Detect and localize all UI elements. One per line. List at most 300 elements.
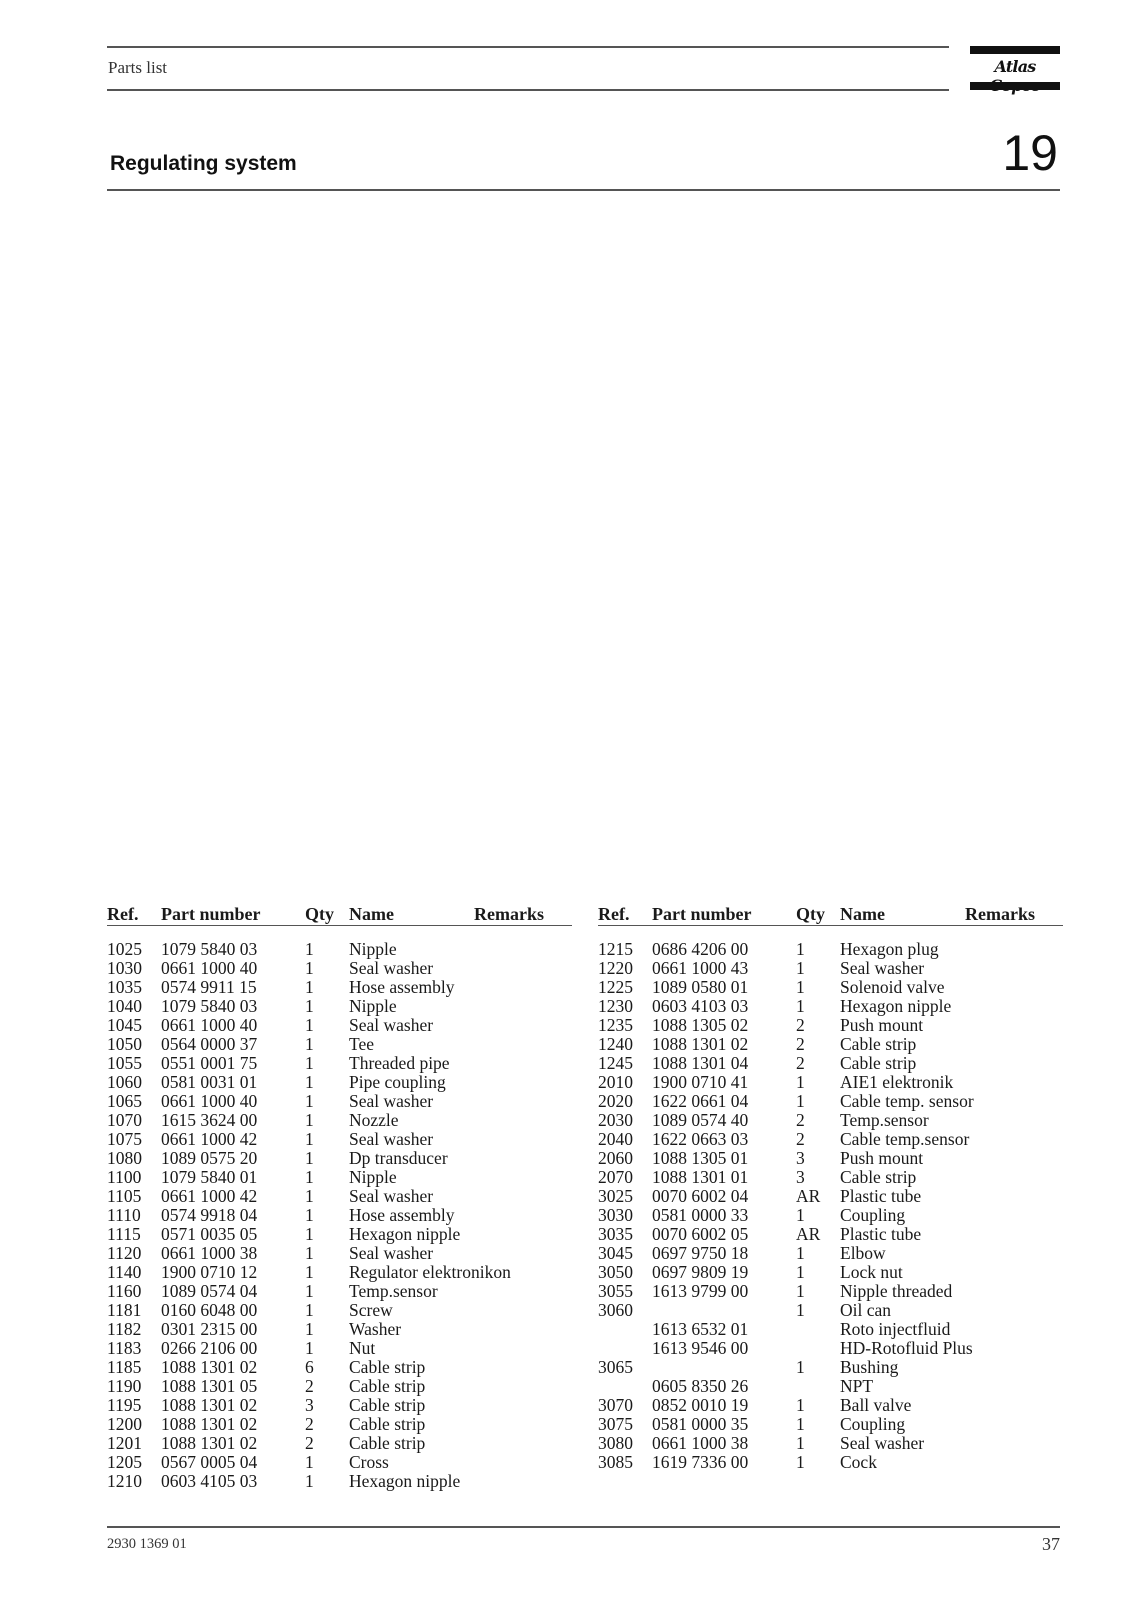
parts-table-header <box>107 903 572 926</box>
remarks-cell <box>474 1453 572 1472</box>
table-row <box>598 1054 1063 1073</box>
ref-cell <box>598 1320 652 1339</box>
table-row <box>107 978 572 997</box>
table-row <box>107 1092 572 1111</box>
table-row <box>598 1320 1063 1339</box>
table-row <box>107 1377 572 1396</box>
table-row <box>107 1168 572 1187</box>
table-row <box>598 1301 1063 1320</box>
remarks-cell <box>965 1339 1063 1358</box>
name-cell: Cable temp. sensor <box>840 1091 974 1111</box>
ref-cell: 1235 <box>598 1015 633 1035</box>
name-cell: Plastic tube <box>840 1186 922 1206</box>
table-row <box>598 1282 1063 1301</box>
part-number-cell: 1089 0575 20 <box>161 1148 258 1168</box>
ref-cell: 1035 <box>107 977 142 997</box>
parts-table-left <box>107 903 572 1491</box>
name-cell: Nipple <box>349 1167 397 1187</box>
qty-cell <box>796 1377 840 1396</box>
table-row <box>107 1187 572 1206</box>
name-cell: Nipple <box>349 996 397 1016</box>
qty-cell: 1 <box>305 996 314 1016</box>
part-number-cell: 0070 6002 05 <box>652 1224 749 1244</box>
name-cell: Cock <box>840 1452 877 1472</box>
remarks-cell <box>474 1320 572 1339</box>
qty-cell: 1 <box>305 1186 314 1206</box>
table-row <box>107 1434 572 1453</box>
qty-cell: AR <box>796 1186 821 1206</box>
table-row <box>598 1092 1063 1111</box>
remarks-cell <box>474 1472 572 1491</box>
footer-document-number: 2930 1369 01 <box>107 1536 187 1552</box>
remarks-cell <box>474 1149 572 1168</box>
name-cell: Hose assembly <box>349 977 455 997</box>
qty-cell: 1 <box>305 1091 314 1111</box>
footer-page-number: 37 <box>1042 1534 1060 1554</box>
name-cell: Nozzle <box>349 1110 399 1130</box>
remarks-cell <box>474 1130 572 1149</box>
ref-cell: 3075 <box>598 1414 633 1434</box>
ref-cell: 1040 <box>107 996 142 1016</box>
part-number-cell: 1622 0661 04 <box>652 1091 749 1111</box>
part-number-cell: 0605 8350 26 <box>652 1376 749 1396</box>
name-cell: Cable strip <box>840 1034 917 1054</box>
part-number-cell: 1088 1301 02 <box>161 1395 258 1415</box>
remarks-cell <box>965 940 1063 959</box>
remarks-cell <box>474 997 572 1016</box>
section-title-rule <box>107 189 1060 191</box>
ref-cell: 1110 <box>107 1205 141 1225</box>
remarks-cell <box>965 1187 1063 1206</box>
ref-cell: 1190 <box>107 1376 142 1396</box>
qty-column-header: Qty <box>305 903 349 926</box>
ref-cell: 1025 <box>107 939 142 959</box>
table-row <box>598 997 1063 1016</box>
name-cell: Pipe coupling <box>349 1072 446 1092</box>
name-cell: Screw <box>349 1300 393 1320</box>
name-column-header: Name <box>349 903 474 926</box>
table-row <box>107 1149 572 1168</box>
name-cell: Solenoid valve <box>840 977 945 997</box>
ref-cell: 3085 <box>598 1452 633 1472</box>
remarks-cell <box>965 959 1063 978</box>
part-number-cell: 1088 1305 02 <box>652 1015 749 1035</box>
qty-cell: 1 <box>305 939 314 959</box>
name-cell: Washer <box>349 1319 402 1339</box>
remarks-cell <box>474 1358 572 1377</box>
part-number-cell: 0661 1000 42 <box>161 1129 258 1149</box>
name-cell: Coupling <box>840 1414 906 1434</box>
qty-cell: 1 <box>305 1034 314 1054</box>
part-number-cell: 0661 1000 40 <box>161 1015 258 1035</box>
name-cell: Ball valve <box>840 1395 912 1415</box>
name-cell: Nipple threaded <box>840 1281 953 1301</box>
ref-cell: 1075 <box>107 1129 142 1149</box>
qty-cell: 1 <box>305 1072 314 1092</box>
part-number-cell: 1088 1305 01 <box>652 1148 749 1168</box>
part-number-cell: 1088 1301 04 <box>652 1053 749 1073</box>
qty-cell: 1 <box>796 977 805 997</box>
remarks-cell <box>474 940 572 959</box>
ref-cell: 2060 <box>598 1148 633 1168</box>
table-row <box>107 1282 572 1301</box>
name-cell: Seal washer <box>349 1243 434 1263</box>
qty-cell: 1 <box>305 1110 314 1130</box>
remarks-cell <box>965 1263 1063 1282</box>
name-cell: Lock nut <box>840 1262 903 1282</box>
table-row <box>598 1035 1063 1054</box>
ref-cell: 3065 <box>598 1357 633 1377</box>
qty-cell: 1 <box>305 977 314 997</box>
qty-cell: 1 <box>796 1452 805 1472</box>
qty-cell: 1 <box>796 996 805 1016</box>
ref-cell: 1065 <box>107 1091 142 1111</box>
name-cell: Seal washer <box>349 1129 434 1149</box>
part-number-cell: 1089 0574 40 <box>652 1110 749 1130</box>
name-cell: NPT <box>840 1376 874 1396</box>
qty-cell: 1 <box>796 1300 805 1320</box>
part-number-cell: 0686 4206 00 <box>652 939 749 959</box>
ref-cell: 1201 <box>107 1433 142 1453</box>
qty-cell: 1 <box>305 1300 314 1320</box>
ref-cell: 1220 <box>598 958 633 978</box>
table-row <box>107 1415 572 1434</box>
footer-rule <box>107 1526 1060 1528</box>
name-cell: HD-Rotofluid Plus <box>840 1338 973 1358</box>
ref-cell: 2040 <box>598 1129 633 1149</box>
header-bottom-rule <box>107 89 949 91</box>
table-row <box>107 1035 572 1054</box>
ref-cell: 1160 <box>107 1281 142 1301</box>
name-cell: Tee <box>349 1034 375 1054</box>
part-number-cell: 1613 9799 00 <box>652 1281 749 1301</box>
part-number-cell: 1079 5840 03 <box>161 939 258 959</box>
part-number-cell: 0571 0035 05 <box>161 1224 258 1244</box>
part-number-cell: 0567 0005 04 <box>161 1452 258 1472</box>
ref-cell: 1140 <box>107 1262 142 1282</box>
remarks-cell <box>474 1301 572 1320</box>
name-cell: Seal washer <box>840 1433 925 1453</box>
table-row <box>107 1225 572 1244</box>
remarks-cell <box>474 1206 572 1225</box>
qty-cell: 1 <box>305 1262 314 1282</box>
part-number-cell <box>652 1358 796 1377</box>
remarks-cell <box>965 1054 1063 1073</box>
table-row <box>598 1016 1063 1035</box>
remarks-cell <box>965 1130 1063 1149</box>
table-row <box>107 1206 572 1225</box>
table-row <box>107 1073 572 1092</box>
part-number-cell: 1088 1301 02 <box>161 1357 258 1377</box>
ref-cell: 1245 <box>598 1053 633 1073</box>
part-number-cell: 0661 1000 40 <box>161 1091 258 1111</box>
qty-cell: 2 <box>305 1414 314 1434</box>
name-cell: Hexagon nipple <box>349 1471 461 1491</box>
remarks-column-header: Remarks <box>965 903 1063 926</box>
qty-cell: 2 <box>796 1110 805 1130</box>
part-number-cell: 1900 0710 41 <box>652 1072 749 1092</box>
qty-cell: 1 <box>305 1148 314 1168</box>
ref-cell: 1050 <box>107 1034 142 1054</box>
header-top-rule <box>107 46 949 48</box>
name-cell: Coupling <box>840 1205 906 1225</box>
table-row <box>598 1168 1063 1187</box>
remarks-cell <box>474 1073 572 1092</box>
name-cell: Cable strip <box>840 1167 917 1187</box>
ref-cell: 1030 <box>107 958 142 978</box>
ref-cell: 1182 <box>107 1319 142 1339</box>
name-cell: Cable strip <box>349 1433 426 1453</box>
remarks-cell <box>965 1225 1063 1244</box>
remarks-cell <box>965 1377 1063 1396</box>
name-cell: Threaded pipe <box>349 1053 450 1073</box>
ref-cell: 1185 <box>107 1357 142 1377</box>
parts-table-header <box>598 903 1063 926</box>
name-cell: Regulator elektronikon <box>349 1262 511 1282</box>
ref-cell: 3055 <box>598 1281 633 1301</box>
name-cell: Oil can <box>840 1300 892 1320</box>
name-cell: Nut <box>349 1338 376 1358</box>
remarks-cell <box>965 1415 1063 1434</box>
remarks-cell <box>965 1434 1063 1453</box>
part-number-cell: 0852 0010 19 <box>652 1395 749 1415</box>
table-row <box>598 1149 1063 1168</box>
name-cell: Hexagon plug <box>840 939 939 959</box>
name-cell: Hexagon nipple <box>349 1224 461 1244</box>
name-cell: Cable temp.sensor <box>840 1129 970 1149</box>
part-number-cell: 1088 1301 02 <box>161 1414 258 1434</box>
table-row <box>107 1244 572 1263</box>
table-row <box>598 1396 1063 1415</box>
table-row <box>598 1111 1063 1130</box>
table-row <box>107 1054 572 1073</box>
name-cell: Cable strip <box>840 1053 917 1073</box>
remarks-cell <box>965 1035 1063 1054</box>
qty-cell: 1 <box>796 1262 805 1282</box>
name-cell: Push mount <box>840 1148 924 1168</box>
qty-cell: 1 <box>796 1395 805 1415</box>
remarks-cell <box>965 1111 1063 1130</box>
remarks-cell <box>965 1453 1063 1472</box>
remarks-cell <box>474 1282 572 1301</box>
table-row <box>107 997 572 1016</box>
name-cell: Seal washer <box>349 1091 434 1111</box>
qty-cell: 1 <box>796 939 805 959</box>
qty-cell: 1 <box>305 1205 314 1225</box>
name-cell: Cable strip <box>349 1357 426 1377</box>
ref-cell: 1230 <box>598 996 633 1016</box>
qty-cell: 1 <box>305 1167 314 1187</box>
ref-cell: 3035 <box>598 1224 633 1244</box>
part-number-cell: 1619 7336 00 <box>652 1452 749 1472</box>
name-cell: Temp.sensor <box>349 1281 438 1301</box>
ref-cell: 3050 <box>598 1262 633 1282</box>
qty-column-header: Qty <box>796 903 840 926</box>
remarks-cell <box>965 978 1063 997</box>
qty-cell: 1 <box>796 958 805 978</box>
ref-cell: 1120 <box>107 1243 142 1263</box>
ref-cell: 3025 <box>598 1186 633 1206</box>
remarks-cell <box>965 1282 1063 1301</box>
ref-cell: 1105 <box>107 1186 142 1206</box>
ref-cell: 2070 <box>598 1167 633 1187</box>
remarks-cell <box>474 1111 572 1130</box>
qty-cell: 1 <box>796 1433 805 1453</box>
remarks-cell <box>474 978 572 997</box>
qty-cell: 1 <box>796 1072 805 1092</box>
part-number-cell: 0551 0001 75 <box>161 1053 258 1073</box>
qty-cell: 2 <box>305 1376 314 1396</box>
remarks-cell <box>474 1016 572 1035</box>
name-cell: Bushing <box>840 1357 899 1377</box>
part-number-cell: 0697 9750 18 <box>652 1243 749 1263</box>
ref-cell: 1240 <box>598 1034 633 1054</box>
part-number-cell: 1622 0663 03 <box>652 1129 749 1149</box>
part-number-cell <box>652 1301 796 1320</box>
name-cell: Cross <box>349 1452 389 1472</box>
part-number-cell: 0661 1000 38 <box>652 1433 749 1453</box>
part-number-cell: 1089 0580 01 <box>652 977 749 997</box>
name-cell: Nipple <box>349 939 397 959</box>
remarks-cell <box>474 1415 572 1434</box>
qty-cell: 2 <box>796 1034 805 1054</box>
part-number-cell: 0661 1000 38 <box>161 1243 258 1263</box>
table-row <box>107 940 572 959</box>
part-number-cell: 0581 0031 01 <box>161 1072 258 1092</box>
ref-cell: 1205 <box>107 1452 142 1472</box>
qty-cell: 1 <box>796 1205 805 1225</box>
remarks-cell <box>474 1092 572 1111</box>
ref-cell: 2020 <box>598 1091 633 1111</box>
part-number-cell: 0661 1000 43 <box>652 958 749 978</box>
name-cell: Hose assembly <box>349 1205 455 1225</box>
ref-cell: 1070 <box>107 1110 142 1130</box>
qty-cell: 1 <box>305 1243 314 1263</box>
ref-cell: 1215 <box>598 939 633 959</box>
qty-cell: 1 <box>305 1015 314 1035</box>
table-row <box>107 1358 572 1377</box>
ref-cell: 3070 <box>598 1395 633 1415</box>
remarks-cell <box>474 1168 572 1187</box>
ref-cell <box>598 1339 652 1358</box>
section-title: Regulating system <box>110 152 297 175</box>
logo-bottom-bar <box>970 82 1060 90</box>
name-cell: Elbow <box>840 1243 886 1263</box>
table-row <box>107 1339 572 1358</box>
ref-cell: 3030 <box>598 1205 633 1225</box>
table-spacer-row <box>598 926 1063 941</box>
qty-cell: 2 <box>796 1129 805 1149</box>
table-row <box>598 1339 1063 1358</box>
remarks-cell <box>965 1092 1063 1111</box>
qty-cell: 1 <box>305 958 314 978</box>
table-row <box>107 1472 572 1491</box>
part-number-cell: 0581 0000 33 <box>652 1205 749 1225</box>
part-number-cell: 1613 9546 00 <box>652 1338 749 1358</box>
qty-cell: 2 <box>305 1433 314 1453</box>
logo-top-bar <box>970 46 1060 54</box>
ref-cell: 3045 <box>598 1243 633 1263</box>
name-cell: Seal washer <box>349 1186 434 1206</box>
table-row <box>107 1263 572 1282</box>
table-row <box>107 1130 572 1149</box>
table-row <box>107 959 572 978</box>
table-row <box>598 1453 1063 1472</box>
ref-cell: 1181 <box>107 1300 142 1320</box>
qty-cell: 1 <box>305 1452 314 1472</box>
part-number-cell: 0581 0000 35 <box>652 1414 749 1434</box>
ref-cell: 1183 <box>107 1338 142 1358</box>
name-column-header: Name <box>840 903 965 926</box>
part-number-cell: 0603 4105 03 <box>161 1471 258 1491</box>
part-number-cell: 1079 5840 01 <box>161 1167 258 1187</box>
ref-cell <box>598 1377 652 1396</box>
qty-cell: 3 <box>305 1395 314 1415</box>
part-number-cell: 1089 0574 04 <box>161 1281 258 1301</box>
name-cell: Cable strip <box>349 1395 426 1415</box>
name-cell: Cable strip <box>349 1414 426 1434</box>
remarks-cell <box>965 1206 1063 1225</box>
part-number-cell: 0574 9918 04 <box>161 1205 258 1225</box>
name-cell: Seal washer <box>349 1015 434 1035</box>
table-row <box>598 1187 1063 1206</box>
ref-cell: 3080 <box>598 1433 633 1453</box>
remarks-cell <box>474 1339 572 1358</box>
ref-cell: 1210 <box>107 1471 142 1491</box>
table-row <box>598 1434 1063 1453</box>
remarks-cell <box>965 1320 1063 1339</box>
part-number-cell: 1615 3624 00 <box>161 1110 258 1130</box>
table-row <box>598 1073 1063 1092</box>
remarks-cell <box>965 1149 1063 1168</box>
name-cell: AIE1 elektronik <box>840 1072 954 1092</box>
name-cell: Dp transducer <box>349 1148 448 1168</box>
table-row <box>598 959 1063 978</box>
ref-cell: 1055 <box>107 1053 142 1073</box>
ref-cell: 1115 <box>107 1224 141 1244</box>
remarks-cell <box>965 1016 1063 1035</box>
name-cell: Seal washer <box>349 958 434 978</box>
name-cell: Push mount <box>840 1015 924 1035</box>
part-number-cell: 1088 1301 01 <box>652 1167 749 1187</box>
remarks-cell <box>474 1434 572 1453</box>
name-cell: Roto injectfluid <box>840 1319 951 1339</box>
qty-cell: 1 <box>796 1281 805 1301</box>
table-row <box>107 1301 572 1320</box>
qty-cell: 1 <box>305 1319 314 1339</box>
part-number-cell: 0661 1000 42 <box>161 1186 258 1206</box>
table-row <box>598 1225 1063 1244</box>
remarks-cell <box>474 1244 572 1263</box>
remarks-cell <box>474 1187 572 1206</box>
ref-cell: 1080 <box>107 1148 142 1168</box>
part-number-column-header: Part number <box>652 903 796 926</box>
remarks-cell <box>965 1301 1063 1320</box>
remarks-cell <box>474 1396 572 1415</box>
qty-cell: 1 <box>305 1338 314 1358</box>
qty-cell: 3 <box>796 1167 805 1187</box>
qty-cell: AR <box>796 1224 821 1244</box>
name-cell: Seal washer <box>840 958 925 978</box>
name-cell: Cable strip <box>349 1376 426 1396</box>
ref-cell: 1200 <box>107 1414 142 1434</box>
ref-cell: 1060 <box>107 1072 142 1092</box>
remarks-cell <box>965 1244 1063 1263</box>
part-number-cell: 0070 6002 04 <box>652 1186 749 1206</box>
part-number-cell: 0564 0000 37 <box>161 1034 258 1054</box>
ref-cell: 2010 <box>598 1072 633 1092</box>
remarks-column-header: Remarks <box>474 903 572 926</box>
